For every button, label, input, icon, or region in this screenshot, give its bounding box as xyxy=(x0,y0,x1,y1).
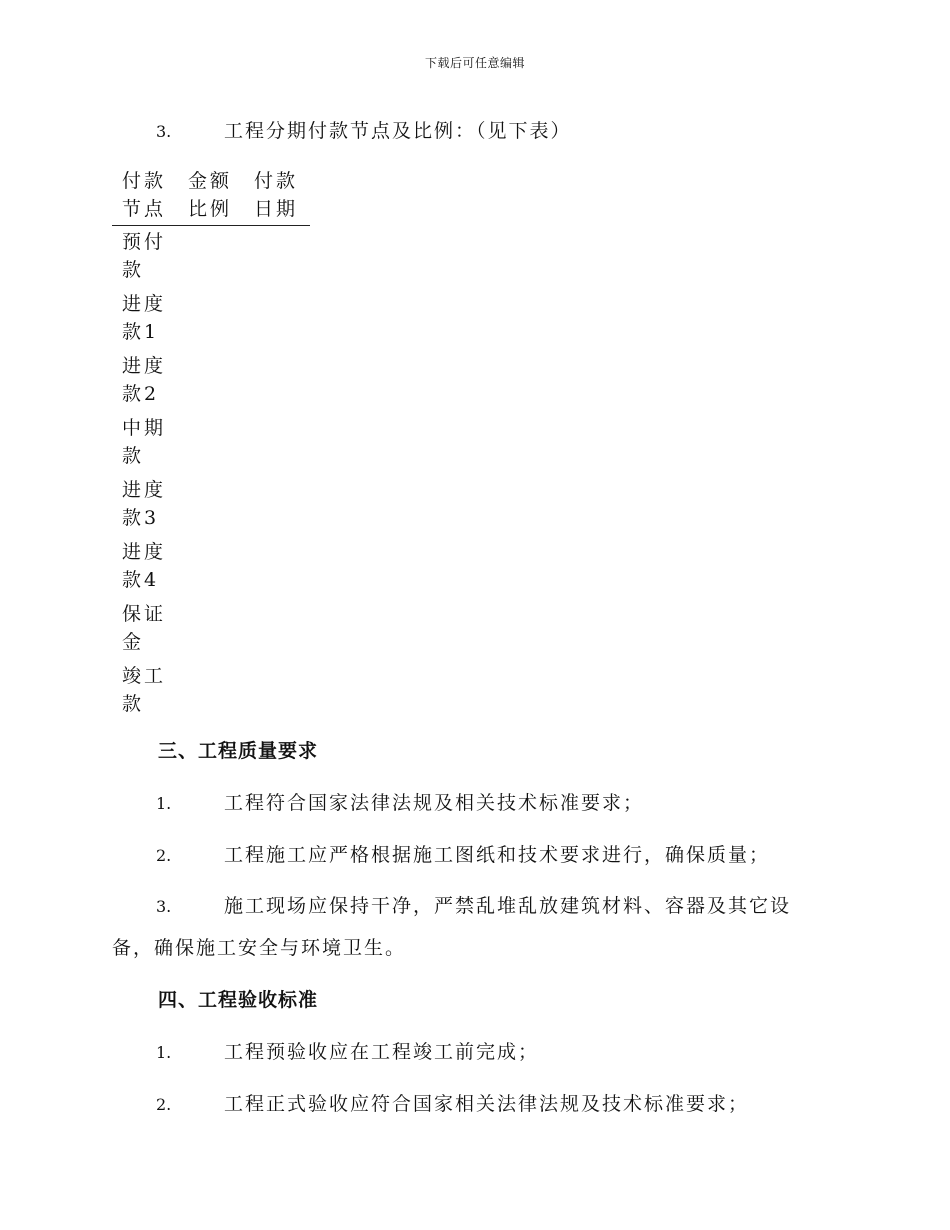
list-item xyxy=(112,891,791,918)
item-number: 2. xyxy=(156,846,172,865)
section-heading: 三、工程质量要求 xyxy=(158,740,319,762)
table-cell: 进度款1 xyxy=(122,293,167,343)
table-cell: 进度款3 xyxy=(122,479,167,529)
payment-table xyxy=(112,165,310,722)
table-cell: 预付款 xyxy=(122,231,167,281)
list-item-continuation: 备，确保施工安全与环境卫生。 xyxy=(112,937,407,959)
item-text: 工程施工应严格根据施工图纸和技术要求进行，确保质量； xyxy=(224,844,771,866)
column-header: 付款节点 xyxy=(112,165,178,226)
table-row xyxy=(112,288,310,350)
table-header-row xyxy=(112,165,310,226)
table-row xyxy=(112,474,310,536)
list-item xyxy=(112,840,770,867)
item-text: 施工现场应保持干净，严禁乱堆乱放建筑材料、容器及其它设 xyxy=(224,895,792,917)
table-cell: 进度款4 xyxy=(122,541,167,591)
table-row xyxy=(112,536,310,598)
item-number: 1. xyxy=(156,794,172,813)
item-number: 3. xyxy=(156,897,172,916)
payment-intro xyxy=(112,116,572,143)
list-item xyxy=(112,788,644,815)
table-row xyxy=(112,226,310,289)
item-text: 工程分期付款节点及比例：（见下表） xyxy=(224,120,572,142)
item-number: 1. xyxy=(156,1043,172,1062)
item-number: 3. xyxy=(156,122,172,141)
section-heading: 四、工程验收标准 xyxy=(158,989,319,1011)
table-row xyxy=(112,412,310,474)
list-item xyxy=(112,1037,539,1064)
table-row xyxy=(112,350,310,412)
column-header: 付款日期 xyxy=(244,165,310,226)
table-cell: 竣工款 xyxy=(122,665,167,715)
table-row xyxy=(112,598,310,660)
table-cell: 中期款 xyxy=(122,417,167,467)
table-cell: 进度款2 xyxy=(122,355,167,405)
item-number: 2. xyxy=(156,1095,172,1114)
column-header: 金额比例 xyxy=(178,165,244,226)
table-row xyxy=(112,660,310,722)
page-header: 下载后可任意编辑 xyxy=(424,56,525,70)
item-text: 工程正式验收应符合国家相关法律法规及技术标准要求； xyxy=(224,1093,750,1115)
table-cell: 保证金 xyxy=(122,603,167,653)
item-text: 工程符合国家法律法规及相关技术标准要求； xyxy=(224,792,645,814)
item-text: 工程预验收应在工程竣工前完成； xyxy=(224,1041,540,1063)
list-item xyxy=(112,1089,749,1116)
